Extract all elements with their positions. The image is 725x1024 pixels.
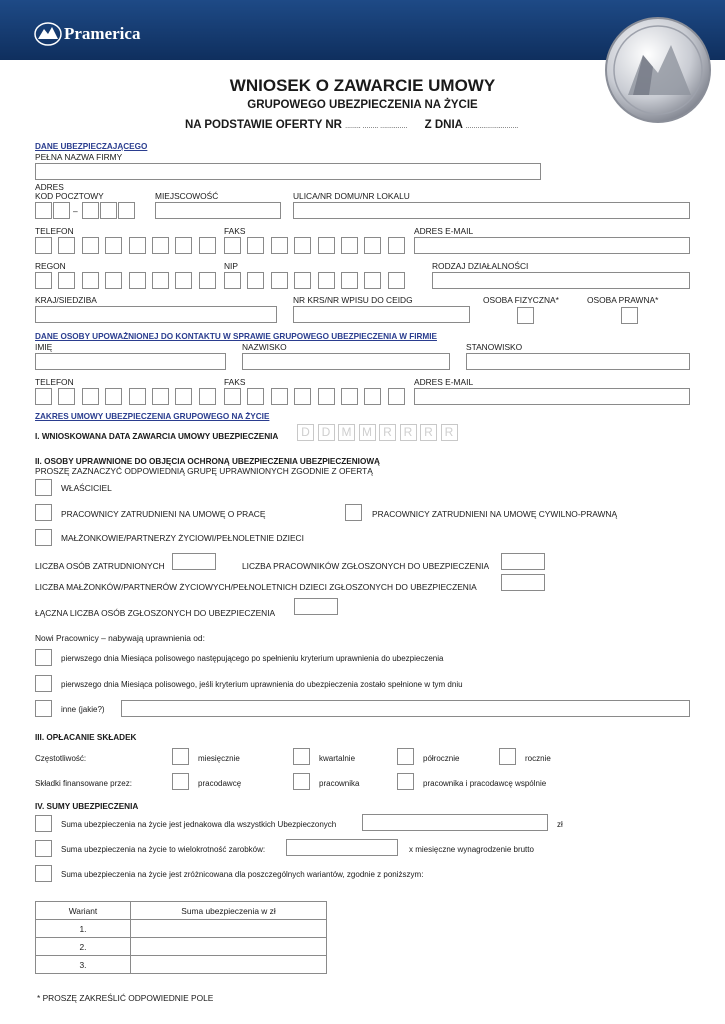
- position-input[interactable]: [466, 353, 690, 370]
- nip-digit-4[interactable]: [294, 272, 311, 289]
- regon-digit-8[interactable]: [199, 272, 216, 289]
- footer-note: * PROSZĘ ZAKREŚLIĆ ODPOWIEDNIE POLE: [37, 993, 214, 1003]
- spouses-checkbox[interactable]: [35, 529, 52, 546]
- fax-digit-1[interactable]: [224, 237, 241, 254]
- multiple-sum-label: Suma ubezpieczenia na życie to wielokrotność zarobków:: [61, 845, 266, 854]
- fax-digit-4[interactable]: [294, 237, 311, 254]
- contact-fax-digit-3[interactable]: [271, 388, 288, 405]
- first-following-checkbox[interactable]: [35, 649, 52, 666]
- nip-digit-8[interactable]: [388, 272, 405, 289]
- address-label: ADRES: [35, 182, 64, 192]
- count-employed-label: LICZBA OSÓB ZATRUDNIONYCH: [35, 561, 165, 571]
- date-cell-8[interactable]: R: [441, 424, 458, 441]
- both-checkbox[interactable]: [397, 773, 414, 790]
- date-cell-5[interactable]: R: [379, 424, 396, 441]
- sums-heading: IV. SUMY UBEZPIECZENIA: [35, 802, 139, 811]
- prudential-rock-icon: [34, 22, 62, 46]
- regon-digit-3[interactable]: [82, 272, 99, 289]
- postal-digit-4[interactable]: [100, 202, 117, 219]
- last-name-input[interactable]: [242, 353, 450, 370]
- date-cell-6[interactable]: R: [400, 424, 417, 441]
- date-cell-7[interactable]: R: [420, 424, 437, 441]
- spouses-label: MAŁŻONKOWIE/PARTNERZY ŻYCIOWI/PEŁNOLETNIE DZIECI: [61, 533, 304, 543]
- phone-digit-4[interactable]: [105, 237, 122, 254]
- offer-number-dots[interactable]: ........ ........ ..............: [345, 123, 408, 130]
- contact-phone-digit-5[interactable]: [129, 388, 146, 405]
- table-row: [36, 920, 327, 938]
- fax-digit-5[interactable]: [318, 237, 335, 254]
- contact-fax-digit-4[interactable]: [294, 388, 311, 405]
- equal-sum-checkbox[interactable]: [35, 815, 52, 832]
- annual-checkbox[interactable]: [499, 748, 516, 765]
- postal-code-label: KOD POCZTOWY: [35, 191, 104, 201]
- other-input[interactable]: [121, 700, 690, 717]
- frequency-label: Częstotliwość:: [35, 754, 87, 763]
- first-name-input[interactable]: [35, 353, 226, 370]
- phone-digit-1[interactable]: [35, 237, 52, 254]
- count-spouses-label: LICZBA MAŁŻONKÓW/PARTNERÓW ŻYCIOWYCH/PEŁNOLETNICH DZIECI ZGŁOSZONYCH DO UBEZPIECZENIA: [35, 582, 477, 592]
- brand-name: Pramerica: [64, 24, 141, 43]
- nip-label: NIP: [224, 261, 238, 271]
- quarterly-label: kwartalnie: [319, 754, 356, 763]
- contact-phone-digit-3[interactable]: [82, 388, 99, 405]
- employees-contract-label: PRACOWNICY ZATRUDNIENI NA UMOWĘ O PRACĘ: [61, 509, 266, 519]
- semiannual-label: półrocznie: [423, 754, 460, 763]
- other-checkbox[interactable]: [35, 700, 52, 717]
- variant-cell: 1.: [36, 920, 131, 938]
- other-label: inne (jakie?): [61, 705, 105, 714]
- postal-dash: –: [73, 206, 78, 216]
- financed-by-label: Składki finansowane przez:: [35, 779, 132, 788]
- phone-digit-3[interactable]: [82, 237, 99, 254]
- fax-digit-8[interactable]: [388, 237, 405, 254]
- contact-phone-digit-4[interactable]: [105, 388, 122, 405]
- equal-sum-label: Suma ubezpieczenia na życie jest jednakowa dla wszystkich Ubezpieczonych: [61, 820, 337, 829]
- fax-label: FAKS: [224, 226, 246, 236]
- sum-cell[interactable]: [131, 938, 327, 956]
- company-name-input[interactable]: [35, 163, 541, 180]
- employee-label: pracownika: [319, 779, 360, 788]
- count-spouses-input[interactable]: [501, 574, 545, 591]
- street-label: ULICA/NR DOMU/NR LOKALU: [293, 191, 410, 201]
- date-cell-2[interactable]: D: [318, 424, 335, 441]
- contact-phone-label: TELEFON: [35, 377, 74, 387]
- variants-table: [35, 901, 327, 974]
- employees-contract-checkbox[interactable]: [35, 504, 52, 521]
- first-same-label: pierwszego dnia Miesiąca polisowego, jeśli kryterium uprawnienia do ubezpieczenia zostało spełnione w tym dniu: [61, 680, 463, 689]
- nip-digit-3[interactable]: [271, 272, 288, 289]
- employer-label: pracodawcę: [198, 779, 242, 788]
- email-input[interactable]: [414, 237, 690, 254]
- offer-line: [185, 119, 518, 131]
- phone-digit-2[interactable]: [58, 237, 75, 254]
- entitled-persons-heading: II. OSOBY UPRAWNIONE DO OBJĘCIA OCHRONĄ UBEZPIECZENIA UBEZPIECZENIOWĄ: [35, 457, 380, 466]
- regon-digit-7[interactable]: [175, 272, 192, 289]
- currency-label: zł: [557, 820, 563, 829]
- owner-checkbox[interactable]: [35, 479, 52, 496]
- contact-fax-digit-2[interactable]: [247, 388, 264, 405]
- count-reported-input[interactable]: [501, 553, 545, 570]
- activity-label: RODZAJ DZIAŁALNOŚCI: [432, 261, 529, 271]
- company-name-label: PEŁNA NAZWA FIRMY: [35, 152, 123, 162]
- contact-phone-digit-8[interactable]: [199, 388, 216, 405]
- krs-input[interactable]: [293, 306, 470, 323]
- variant-cell: 3.: [36, 956, 131, 974]
- employees-civil-checkbox[interactable]: [345, 504, 362, 521]
- equal-sum-input[interactable]: [362, 814, 548, 831]
- phone-digit-6[interactable]: [152, 237, 169, 254]
- sum-cell[interactable]: [131, 956, 327, 974]
- fax-digit-2[interactable]: [247, 237, 264, 254]
- contact-phone-digit-2[interactable]: [58, 388, 75, 405]
- contact-fax-digit-7[interactable]: [364, 388, 381, 405]
- phone-digit-5[interactable]: [129, 237, 146, 254]
- count-total-input[interactable]: [294, 598, 338, 615]
- position-label: STANOWISKO: [466, 342, 523, 352]
- count-total-label: ŁĄCZNA LICZBA OSÓB ZGŁOSZONYCH DO UBEZPIECZENIA: [35, 608, 276, 618]
- section-insured-heading: DANE UBEZPIECZAJĄCEGO: [35, 142, 148, 151]
- sum-cell[interactable]: [131, 920, 327, 938]
- offer-date-prefix: Z DNIA: [424, 119, 463, 131]
- regon-digit-2[interactable]: [58, 272, 75, 289]
- regon-digit-6[interactable]: [152, 272, 169, 289]
- phone-digit-8[interactable]: [199, 237, 216, 254]
- country-input[interactable]: [35, 306, 277, 323]
- fax-digit-7[interactable]: [364, 237, 381, 254]
- employee-checkbox[interactable]: [293, 773, 310, 790]
- contact-fax-label: FAKS: [224, 377, 246, 387]
- offer-prefix: NA PODSTAWIE OFERTY NR: [185, 119, 342, 131]
- postal-digit-1[interactable]: [35, 202, 52, 219]
- entitled-persons-note: PROSZĘ ZAZNACZYĆ ODPOWIEDNIĄ GRUPĘ UPRAWNIONYCH ZGODNIE Z OFERTĄ: [35, 466, 373, 476]
- first-following-label: pierwszego dnia Miesiąca polisowego następującego po spełnieniu kryterium uprawnienia do ubezpieczenia: [61, 654, 444, 663]
- contact-phone-digit-6[interactable]: [152, 388, 169, 405]
- form-title: WNIOSEK O ZAWARCIE UMOWY: [229, 76, 496, 95]
- table-header-variant: Wariant: [36, 902, 131, 920]
- table-header-row: [36, 902, 327, 920]
- quarterly-checkbox[interactable]: [293, 748, 310, 765]
- employer-checkbox[interactable]: [172, 773, 189, 790]
- multiple-sum-checkbox[interactable]: [35, 840, 52, 857]
- section-contact-heading: DANE OSOBY UPOWAŻNIONEJ DO KONTAKTU W SPRAWIE GRUPOWEGO UBEZPIECZENIA W FIRMIE: [35, 332, 437, 341]
- postal-digit-5[interactable]: [118, 202, 135, 219]
- postal-digit-3[interactable]: [82, 202, 99, 219]
- nip-digit-5[interactable]: [318, 272, 335, 289]
- payment-heading: III. OPŁACANIE SKŁADEK: [35, 733, 137, 742]
- krs-label: NR KRS/NR WPISU DO CEIDG: [293, 295, 413, 305]
- multiple-sum-suffix: x miesięczne wynagrodzenie brutto: [409, 845, 534, 854]
- date-cell-4[interactable]: M: [359, 424, 376, 441]
- variant-cell: 2.: [36, 938, 131, 956]
- natural-person-label: OSOBA FIZYCZNA*: [483, 295, 559, 305]
- legal-person-label: OSOBA PRAWNA*: [587, 295, 659, 305]
- varied-sum-checkbox[interactable]: [35, 865, 52, 882]
- phone-digit-7[interactable]: [175, 237, 192, 254]
- fax-digit-3[interactable]: [271, 237, 288, 254]
- natural-person-checkbox[interactable]: [517, 307, 534, 324]
- contact-fax-digit-8[interactable]: [388, 388, 405, 405]
- requested-date-label: I. WNIOSKOWANA DATA ZAWARCIA UMOWY UBEZPIECZENIA: [35, 432, 279, 441]
- last-name-label: NAZWISKO: [242, 342, 287, 352]
- first-name-label: IMIĘ: [35, 342, 53, 352]
- contact-fax-digit-5[interactable]: [318, 388, 335, 405]
- date-cell-3[interactable]: M: [338, 424, 355, 441]
- monthly-checkbox[interactable]: [172, 748, 189, 765]
- count-employed-input[interactable]: [172, 553, 216, 570]
- annual-label: rocznie: [525, 754, 551, 763]
- street-input[interactable]: [293, 202, 690, 219]
- contact-phone-digit-7[interactable]: [175, 388, 192, 405]
- contact-email-input[interactable]: [414, 388, 690, 405]
- regon-digit-4[interactable]: [105, 272, 122, 289]
- count-reported-label: LICZBA PRACOWNIKÓW ZGŁOSZONYCH DO UBEZPIECZENIA: [242, 561, 490, 571]
- activity-input[interactable]: [432, 272, 690, 289]
- first-same-checkbox[interactable]: [35, 675, 52, 692]
- owner-label: WŁAŚCICIEL: [61, 483, 112, 493]
- nip-digit-6[interactable]: [341, 272, 358, 289]
- phone-label: TELEFON: [35, 226, 74, 236]
- employees-civil-label: PRACOWNICY ZATRUDNIENI NA UMOWĘ CYWILNO-PRAWNĄ: [372, 509, 618, 519]
- table-row: [36, 956, 327, 974]
- contact-fax-digit-6[interactable]: [341, 388, 358, 405]
- offer-date-dots[interactable]: ...........................: [465, 123, 519, 130]
- regon-digit-1[interactable]: [35, 272, 52, 289]
- multiple-sum-input[interactable]: [286, 839, 398, 856]
- city-input[interactable]: [155, 202, 281, 219]
- contact-email-label: ADRES E-MAIL: [414, 377, 474, 387]
- nip-digit-7[interactable]: [364, 272, 381, 289]
- new-employees-label: Nowi Pracownicy – nabywają uprawnienia od:: [35, 633, 205, 643]
- varied-sum-label: Suma ubezpieczenia na życie jest zróżnicowana dla poszczególnych wariantów, zgodnie z poniższym:: [61, 870, 424, 879]
- table-row: [36, 938, 327, 956]
- semiannual-checkbox[interactable]: [397, 748, 414, 765]
- fax-digit-6[interactable]: [341, 237, 358, 254]
- date-cell-1[interactable]: D: [297, 424, 314, 441]
- city-label: MIEJSCOWOŚĆ: [155, 191, 219, 201]
- country-label: KRAJ/SIEDZIBA: [35, 295, 97, 305]
- regon-digit-5[interactable]: [129, 272, 146, 289]
- legal-person-checkbox[interactable]: [621, 307, 638, 324]
- both-label: pracownika i pracodawcę wspólnie: [423, 779, 547, 788]
- nip-digit-1[interactable]: [224, 272, 241, 289]
- postal-digit-2[interactable]: [53, 202, 70, 219]
- email-label: ADRES E-MAIL: [414, 226, 474, 236]
- nip-digit-2[interactable]: [247, 272, 264, 289]
- regon-label: REGON: [35, 261, 66, 271]
- contact-phone-digit-1[interactable]: [35, 388, 52, 405]
- monthly-label: miesięcznie: [198, 754, 240, 763]
- section-scope-heading: ZAKRES UMOWY UBEZPIECZENIA GRUPOWEGO NA ŻYCIE: [35, 412, 270, 421]
- table-header-sum: Suma ubezpieczenia w zł: [131, 902, 327, 920]
- contact-fax-digit-1[interactable]: [224, 388, 241, 405]
- form-subtitle: GRUPOWEGO UBEZPIECZENIA NA ŻYCIE: [247, 99, 478, 111]
